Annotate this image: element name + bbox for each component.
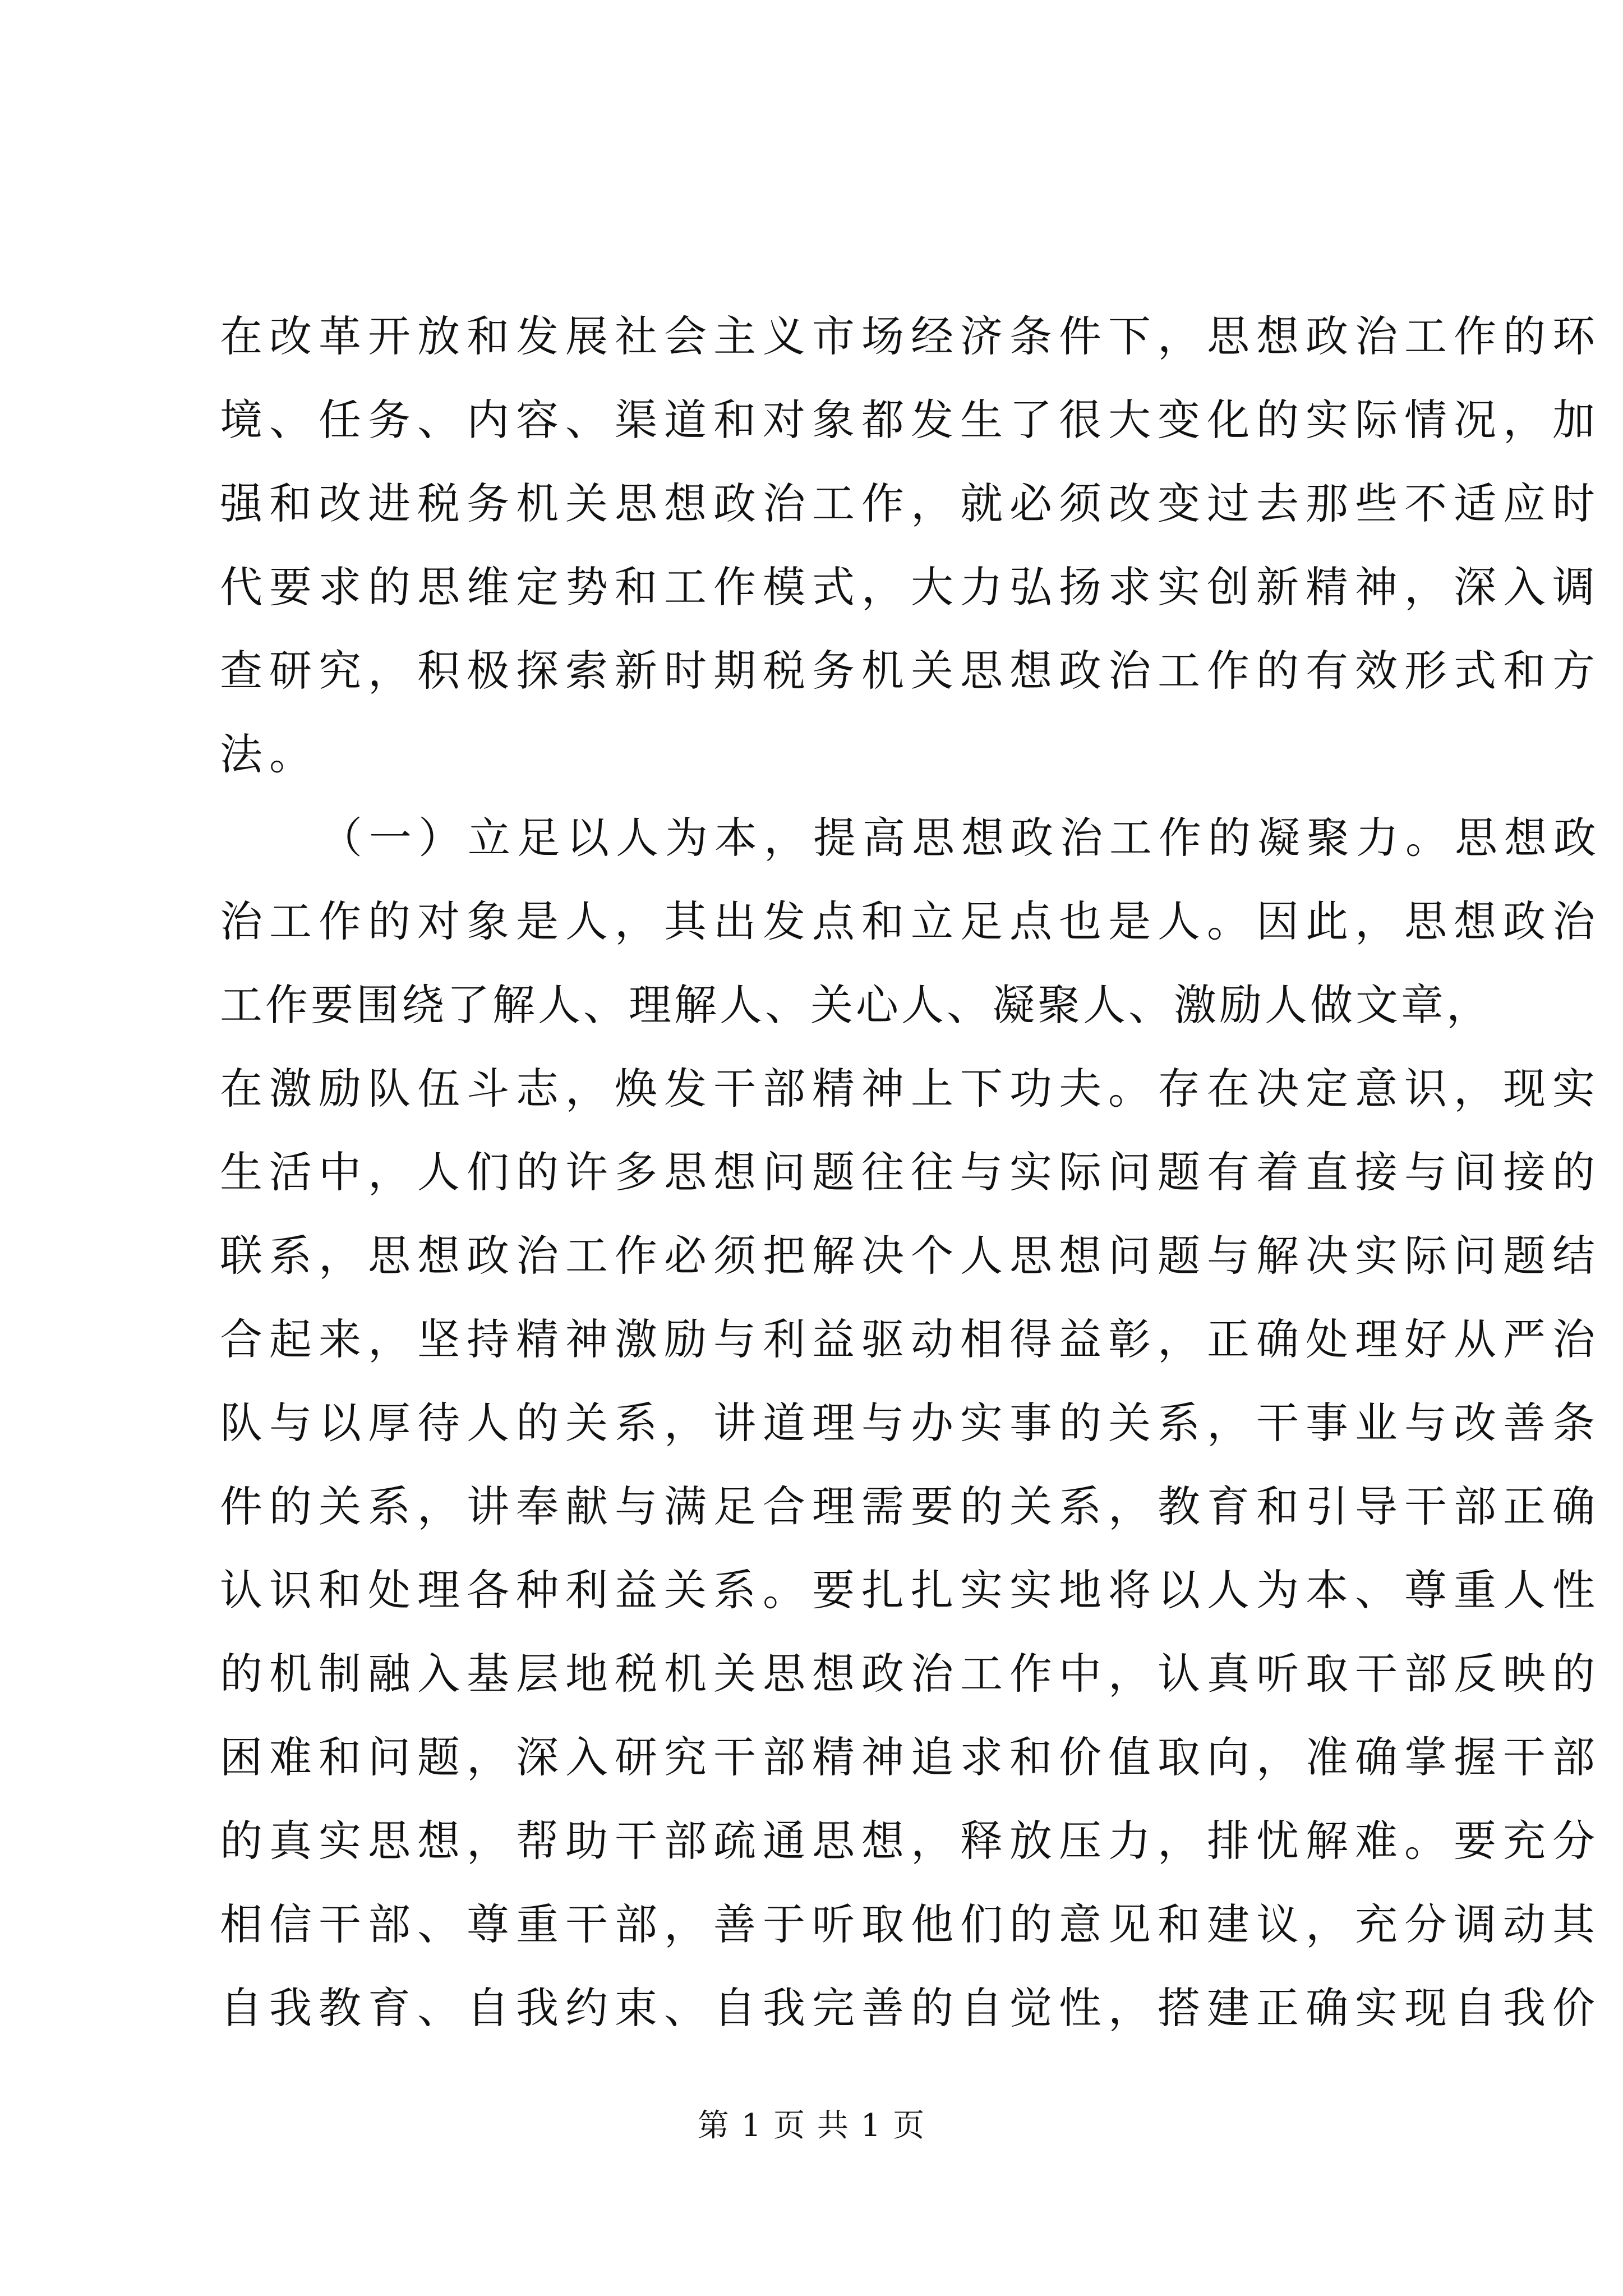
text-line: 境、任务、内容、渠道和对象都发生了很大变化的实际情况，加 <box>220 395 1602 445</box>
text-line: 队与以厚待人的关系，讲道理与办实事的关系，干事业与改善条 <box>220 1398 1602 1448</box>
text-line: 相信干部、尊重干部，善于听取他们的意见和建议，充分调动其 <box>220 1899 1602 1949</box>
text-line: 治工作的对象是人，其出发点和立足点也是人。因此，思想政治 <box>220 896 1602 946</box>
text-line: 强和改进税务机关思想政治工作，就必须改变过去那些不适应时 <box>220 478 1602 528</box>
text-line: （一）立足以人为本，提高思想政治工作的凝聚力。思想政 <box>320 813 1603 863</box>
paragraph-1 <box>220 295 1602 796</box>
text-line: 代要求的思维定势和工作模式，大力弘扬求实创新精神，深入调 <box>220 562 1602 612</box>
text-line: 合起来，坚持精神激励与利益驱动相得益彰，正确处理好从严治 <box>220 1314 1602 1364</box>
text-line: 法。 <box>220 729 319 779</box>
text-line: 工作要围绕了解人、理解人、关心人、凝聚人、激励人做文章， <box>220 980 1492 1030</box>
paragraph-2 <box>220 796 1603 2050</box>
text-line: 在激励队伍斗志，焕发干部精神上下功夫。存在决定意识，现实 <box>220 1064 1602 1114</box>
document-body <box>220 295 1603 2050</box>
text-line: 查研究，积极探索新时期税务机关思想政治工作的有效形式和方 <box>220 646 1602 696</box>
text-line: 的真实思想，帮助干部疏通思想，释放压力，排忧解难。要充分 <box>220 1816 1602 1866</box>
text-line: 件的关系，讲奉献与满足合理需要的关系，教育和引导干部正确 <box>220 1481 1602 1531</box>
text-line: 联系，思想政治工作必须把解决个人思想问题与解决实际问题结 <box>220 1231 1602 1281</box>
text-line: 困难和问题，深入研究干部精神追求和价值取向，准确掌握干部 <box>220 1732 1602 1782</box>
text-line: 的机制融入基层地税机关思想政治工作中，认真听取干部反映的 <box>220 1649 1602 1699</box>
text-line: 自我教育、自我约束、自我完善的自觉性，搭建正确实现自我价 <box>220 1983 1602 2033</box>
text-line: 生活中，人们的许多思想问题往往与实际问题有着直接与间接的 <box>220 1147 1602 1197</box>
text-line: 在改革开放和发展社会主义市场经济条件下，思想政治工作的环 <box>220 311 1602 361</box>
text-line: 认识和处理各种利益关系。要扎扎实实地将以人为本、尊重人性 <box>220 1565 1602 1615</box>
page-number-footer: 第 1 页 共 1 页 <box>697 2108 926 2144</box>
